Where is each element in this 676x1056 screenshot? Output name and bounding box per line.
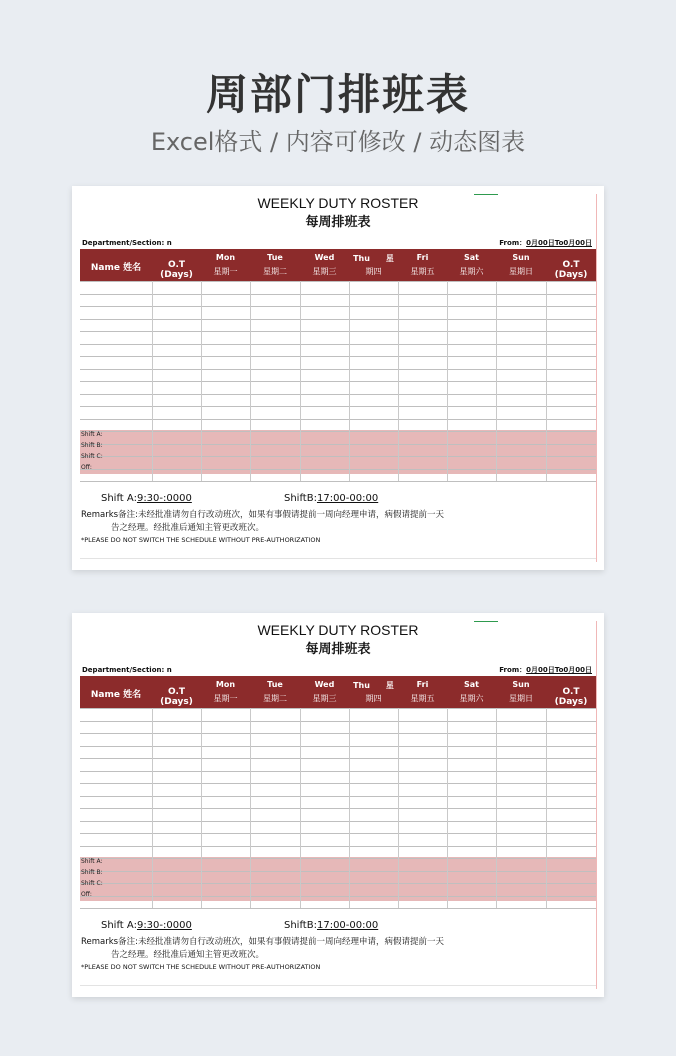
grid-column-line	[300, 708, 301, 908]
shift-b: ShiftB:17:00-00:00	[284, 493, 379, 504]
shift-b-time: 17:00-00:00	[316, 920, 379, 931]
column-header	[250, 676, 300, 708]
shift-b-time: 17:00-00:00	[316, 493, 379, 504]
roster-title-cn: 每周排班表	[305, 642, 371, 657]
column-header-label: Sun	[512, 680, 530, 689]
grid-row-line	[80, 294, 596, 295]
sheet-bottom-border	[80, 558, 596, 559]
column-header-label: Tue	[267, 253, 283, 262]
column-header-label: Sat	[464, 253, 479, 262]
grid-row-line	[80, 883, 596, 884]
grid-row-line	[80, 821, 596, 822]
column-header-sublabel: 星期二	[263, 267, 287, 276]
shift-rows-highlight	[80, 430, 596, 474]
remarks-line-2: 告之经理。经批准后通知主管更改班次。	[111, 523, 265, 533]
column-header-sublabel: 期四	[365, 694, 382, 703]
from-prefix: From：	[499, 666, 527, 674]
column-header-label: Fri	[416, 680, 429, 689]
roster-title-en: WEEKLY DUTY ROSTER	[257, 195, 419, 211]
grid-row-line	[80, 419, 596, 420]
shift-row-label: Off:	[81, 891, 92, 898]
table-header-row	[80, 249, 596, 281]
column-header	[80, 676, 152, 708]
grid-column-line	[250, 281, 251, 481]
column-header	[447, 249, 496, 281]
column-header	[152, 249, 201, 281]
column-header-sublabel: 星期二	[263, 694, 287, 703]
grid-row-line	[80, 356, 596, 357]
column-header-label: Thu 星	[353, 254, 394, 263]
shift-row-label: Shift A:	[81, 431, 103, 438]
page-subtitle: Excel格式 / 内容可修改 / 动态图表	[150, 128, 526, 156]
grid-row-line	[80, 431, 596, 432]
column-header-label: Wed	[314, 680, 335, 689]
shift-a: Shift A:9:30-:0000	[101, 920, 192, 931]
date-range	[499, 665, 592, 675]
grid-row-line	[80, 281, 596, 282]
grid-column-line	[250, 708, 251, 908]
authorization-note: *PLEASE DO NOT SWITCH THE SCHEDULE WITHOUT PRE-AUTHORIZATION	[81, 963, 321, 971]
column-header-sublabel: 星期日	[509, 694, 533, 703]
grid-row-line	[80, 783, 596, 784]
column-header-label: Name 姓名	[90, 690, 142, 700]
roster-sheet	[80, 621, 597, 989]
column-header-sublabel: 星期日	[509, 267, 533, 276]
shift-row-label: Shift C:	[81, 880, 103, 887]
column-header-sublabel: 星期三	[312, 267, 337, 276]
grid-column-line	[447, 708, 448, 908]
grid-row-line	[80, 896, 596, 897]
grid-row-line	[80, 344, 596, 345]
from-prefix: From：	[499, 239, 527, 247]
column-header-label: Tue	[267, 680, 283, 689]
column-header-sublabel: 星期一	[213, 694, 238, 703]
shift-row-label: Shift B:	[81, 869, 103, 876]
department-label: Department/Section: n	[82, 666, 172, 674]
authorization-note: *PLEASE DO NOT SWITCH THE SCHEDULE WITHOUT PRE-AUTHORIZATION	[81, 536, 321, 544]
column-header	[201, 249, 250, 281]
grid-column-line	[349, 281, 350, 481]
column-header-label: Sun	[512, 253, 530, 262]
column-header-label: Mon	[215, 680, 236, 689]
column-header	[80, 249, 152, 281]
column-header-label: Sat	[464, 680, 479, 689]
grid-row-line	[80, 456, 596, 457]
column-header-label: Fri	[416, 253, 429, 262]
grid-row-line	[80, 481, 596, 482]
page-title: 周部门排班表	[205, 70, 470, 119]
table-header-row	[80, 676, 596, 708]
grid-column-line	[496, 708, 497, 908]
column-header-label: O.T (Days)	[554, 687, 588, 707]
column-header	[496, 249, 546, 281]
roster-title-cn: 每周排班表	[305, 215, 371, 230]
grid-column-line	[496, 281, 497, 481]
shift-row-label: Off:	[81, 464, 92, 471]
grid-row-line	[80, 319, 596, 320]
column-header	[300, 249, 349, 281]
column-header	[349, 249, 398, 281]
shift-row-label: Shift A:	[81, 858, 103, 865]
grid-column-line	[201, 708, 202, 908]
column-header-sublabel: 星期六	[459, 267, 484, 276]
grid-row-line	[80, 771, 596, 772]
shift-b: ShiftB:17:00-00:00	[284, 920, 379, 931]
column-header-sublabel: 星期一	[213, 267, 238, 276]
grid-column-line	[398, 708, 399, 908]
grid-row-line	[80, 871, 596, 872]
roster-preview-1	[72, 186, 604, 570]
grid-column-line	[152, 708, 153, 908]
grid-column-line	[447, 281, 448, 481]
roster-grid	[80, 281, 596, 481]
grid-row-line	[80, 306, 596, 307]
grid-row-line	[80, 796, 596, 797]
grid-row-line	[80, 746, 596, 747]
roster-grid	[80, 708, 596, 908]
grid-column-line	[152, 281, 153, 481]
roster-title-en: WEEKLY DUTY ROSTER	[257, 622, 419, 638]
column-header-sublabel: 星期六	[459, 694, 484, 703]
column-header	[349, 676, 398, 708]
remarks-line-1: Remarks备注:未经批准请勿自行改动班次，如果有事假请提前一周向经理申请，病假请提前一天	[81, 510, 444, 520]
shift-a-time: 9:30-:0000	[136, 493, 192, 504]
grid-column-line	[349, 708, 350, 908]
column-header	[546, 249, 596, 281]
from-date: 0月00日To0月00日	[526, 239, 592, 247]
shift-row-label: Shift B:	[81, 442, 103, 449]
grid-row-line	[80, 381, 596, 382]
grid-row-line	[80, 406, 596, 407]
shift-row-label: Shift C:	[81, 453, 103, 460]
grid-row-line	[80, 444, 596, 445]
grid-row-line	[80, 908, 596, 909]
column-header	[398, 676, 447, 708]
column-header	[546, 676, 596, 708]
shift-a-time: 9:30-:0000	[136, 920, 192, 931]
grid-row-line	[80, 833, 596, 834]
remarks-line-1: Remarks备注:未经批准请勿自行改动班次，如果有事假请提前一周向经理申请，病假请提前一天	[81, 937, 444, 947]
grid-row-line	[80, 331, 596, 332]
grid-row-line	[80, 721, 596, 722]
column-header	[300, 676, 349, 708]
grid-column-line	[546, 708, 547, 908]
column-header-label: Thu 星	[353, 681, 394, 690]
column-header	[250, 249, 300, 281]
column-header	[152, 676, 201, 708]
column-header-sublabel: 星期三	[312, 694, 337, 703]
column-header-label: O.T (Days)	[160, 687, 193, 707]
grid-row-line	[80, 808, 596, 809]
grid-row-line	[80, 733, 596, 734]
column-header-sublabel: 星期五	[410, 694, 435, 703]
column-header-sublabel: 星期五	[410, 267, 435, 276]
grid-row-line	[80, 858, 596, 859]
department-label: Department/Section: n	[82, 239, 172, 247]
remarks-line-2: 告之经理。经批准后通知主管更改班次。	[111, 950, 265, 960]
grid-row-line	[80, 708, 596, 709]
grid-row-line	[80, 846, 596, 847]
column-header-label: Name 姓名	[90, 263, 142, 273]
column-header-sublabel: 期四	[365, 267, 382, 276]
column-header	[496, 676, 546, 708]
column-header	[201, 676, 250, 708]
grid-column-line	[398, 281, 399, 481]
column-header	[447, 676, 496, 708]
grid-column-line	[201, 281, 202, 481]
grid-column-line	[546, 281, 547, 481]
column-header-label: Wed	[314, 253, 335, 262]
column-header-label: Mon	[215, 253, 236, 262]
date-range	[499, 238, 592, 248]
grid-row-line	[80, 369, 596, 370]
grid-row-line	[80, 469, 596, 470]
column-header-label: O.T (Days)	[160, 260, 193, 280]
column-header-label: O.T (Days)	[554, 260, 588, 280]
grid-row-line	[80, 394, 596, 395]
shift-a: Shift A:9:30-:0000	[101, 493, 192, 504]
column-header	[398, 249, 447, 281]
grid-column-line	[300, 281, 301, 481]
grid-row-line	[80, 758, 596, 759]
from-date: 0月00日To0月00日	[526, 666, 592, 674]
roster-preview-2	[72, 613, 604, 997]
sheet-bottom-border	[80, 985, 596, 986]
roster-sheet	[80, 194, 597, 562]
shift-rows-highlight	[80, 857, 596, 901]
